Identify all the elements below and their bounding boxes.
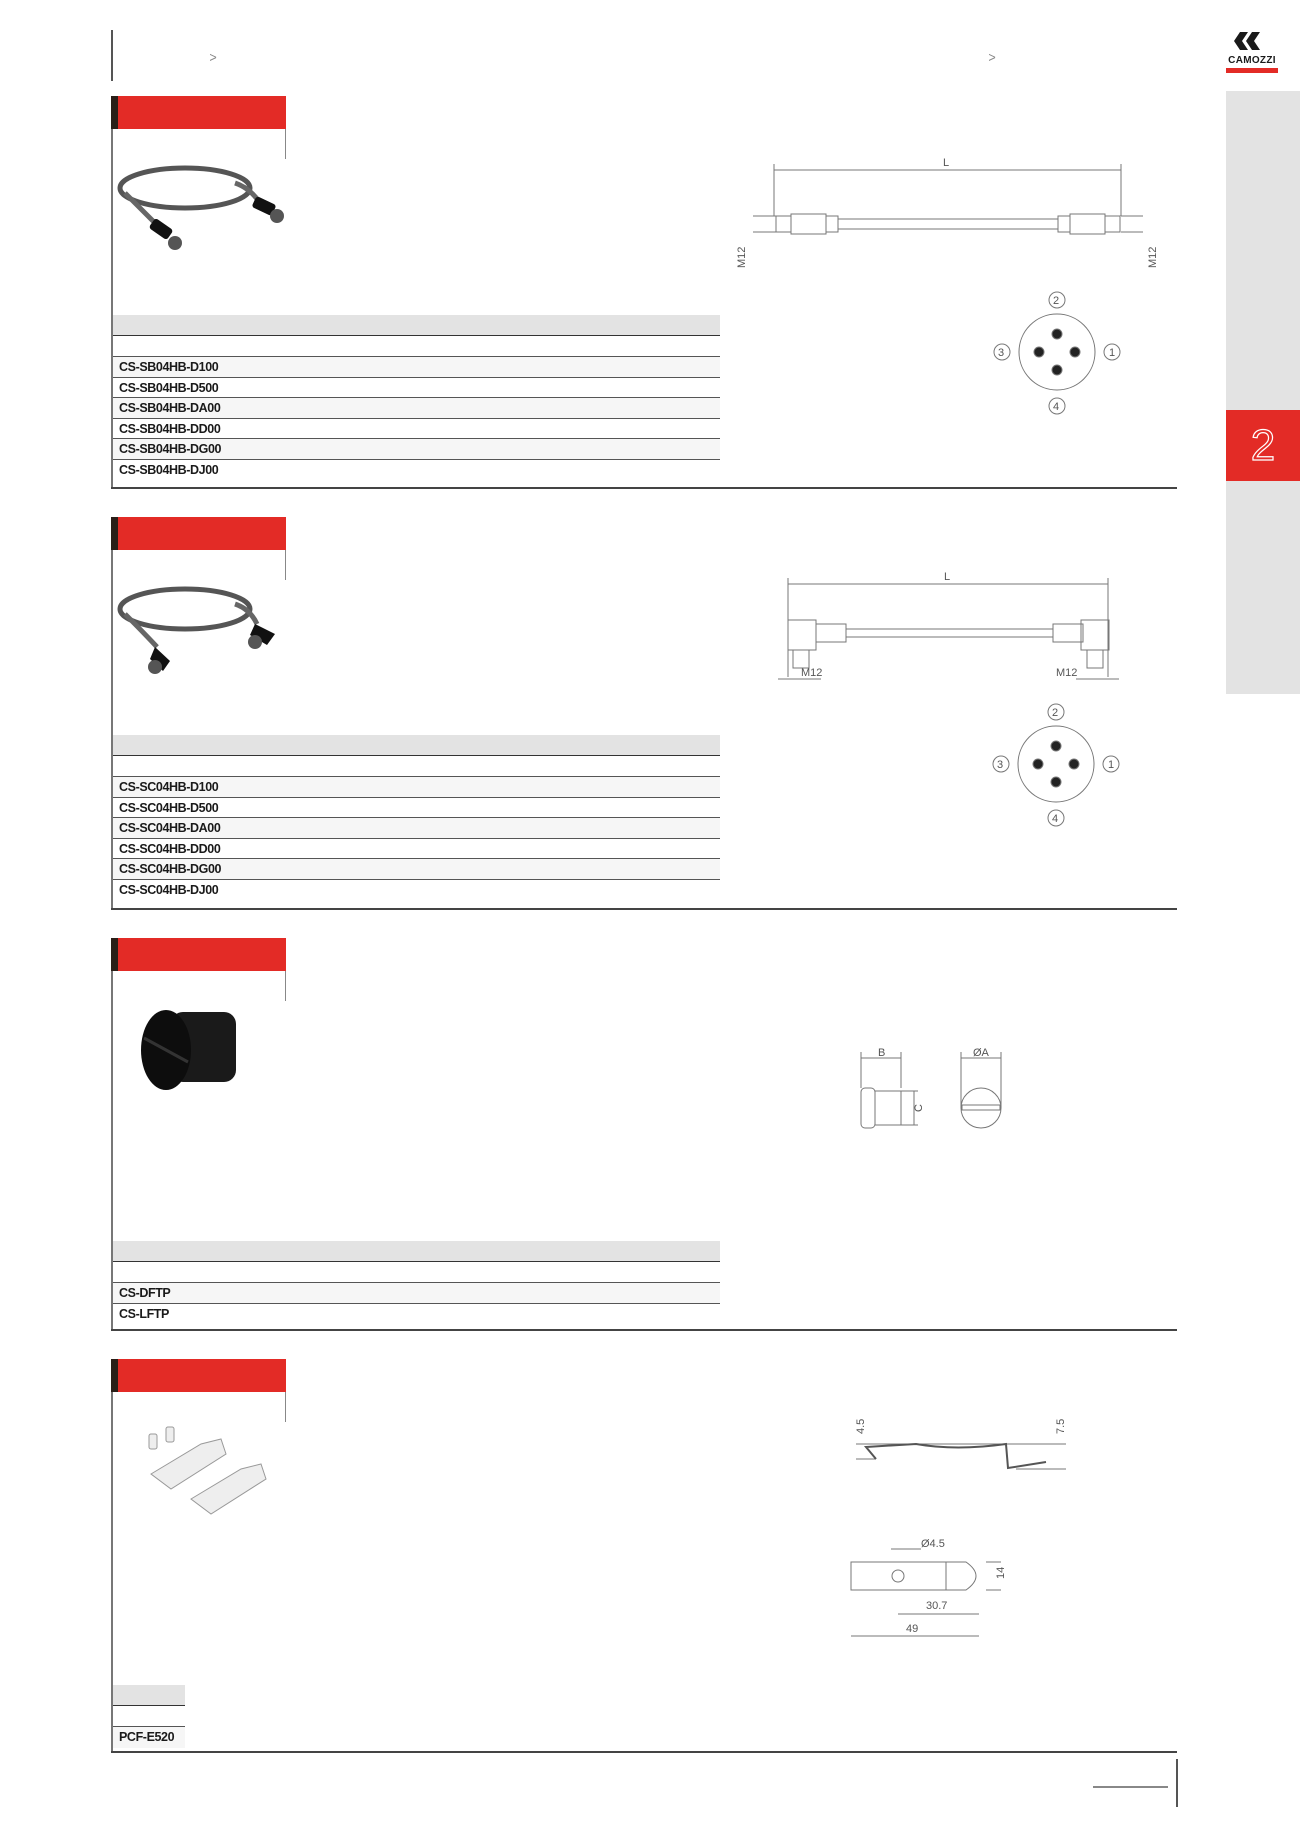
section-header-bar <box>111 96 286 129</box>
table-subheader <box>113 336 720 357</box>
plug-cap-drawing <box>846 1048 1046 1148</box>
logo-red-bar <box>1226 68 1278 73</box>
svg-text:M12: M12 <box>1056 667 1078 679</box>
breadcrumb-separator-left: > <box>209 49 217 65</box>
svg-text:ØA: ØA <box>973 1048 989 1059</box>
svg-text:Ø4.5: Ø4.5 <box>921 1538 945 1550</box>
logo-text: CAMOZZI <box>1228 55 1276 66</box>
table-row[interactable]: CS-SC04HB-D500 <box>113 798 720 819</box>
svg-text:3: 3 <box>998 347 1005 359</box>
svg-text:4: 4 <box>1052 813 1059 825</box>
table-row[interactable]: CS-SB04HB-DA00 <box>113 398 720 419</box>
angled-m12-cable-photo <box>115 579 290 679</box>
footer-rule <box>1093 1786 1168 1788</box>
svg-text:L: L <box>943 157 950 169</box>
product-table <box>113 1241 720 1324</box>
header-divider <box>111 30 113 81</box>
din-rail-clip-photo <box>131 1419 281 1519</box>
section-header-bar <box>111 1359 286 1392</box>
table-row[interactable]: CS-LFTP <box>119 1306 169 1321</box>
din-clip-drawing <box>836 1404 1096 1684</box>
product-table <box>113 735 720 900</box>
svg-text:C: C <box>913 1104 925 1112</box>
section-angled-cable <box>111 517 1177 909</box>
svg-text:30.7: 30.7 <box>926 1600 948 1612</box>
svg-text:2: 2 <box>1052 707 1059 719</box>
svg-text:L: L <box>944 572 951 583</box>
table-header <box>113 315 720 336</box>
footer-divider <box>1176 1759 1178 1807</box>
svg-text:4: 4 <box>1053 401 1060 413</box>
straight-m12-cable-photo <box>115 158 290 258</box>
section-bottom-rule <box>111 487 1177 489</box>
svg-text:M12: M12 <box>801 667 823 679</box>
table-row[interactable]: CS-SB04HB-DJ00 <box>119 462 219 477</box>
table-row[interactable]: CS-SB04HB-DG00 <box>113 439 720 460</box>
table-row[interactable]: CS-SC04HB-DD00 <box>113 839 720 860</box>
table-row[interactable]: CS-SB04HB-DD00 <box>113 419 720 440</box>
table-row[interactable]: PCF-E520 <box>113 1727 185 1748</box>
straight-cable-drawing <box>731 156 1171 456</box>
chapter-number: 2 <box>1250 420 1276 470</box>
chapter-tab-active[interactable] <box>1226 410 1300 481</box>
svg-text:7.5: 7.5 <box>1055 1418 1067 1434</box>
camozzi-logo[interactable] <box>1222 28 1282 76</box>
chapter-tab-strip <box>1226 91 1300 694</box>
camozzi-ck-logo-icon <box>1222 28 1282 56</box>
svg-text:3: 3 <box>997 759 1004 771</box>
table-row[interactable]: CS-SC04HB-D100 <box>113 777 720 798</box>
section-straight-cable <box>111 96 1177 488</box>
section-header-bar <box>111 938 286 971</box>
section-header-bar <box>111 517 286 550</box>
table-row[interactable]: CS-DFTP <box>113 1283 720 1304</box>
svg-text:M12: M12 <box>1147 246 1159 268</box>
header-right-rule <box>285 129 286 159</box>
svg-text:1: 1 <box>1109 347 1116 359</box>
table-body <box>113 357 720 480</box>
black-plug-cap-photo <box>136 1000 246 1100</box>
svg-text:2: 2 <box>1053 295 1060 307</box>
svg-text:4.5: 4.5 <box>855 1418 867 1434</box>
svg-text:M12: M12 <box>736 246 748 268</box>
table-row[interactable]: CS-SC04HB-DA00 <box>113 818 720 839</box>
svg-text:14: 14 <box>995 1566 1007 1579</box>
table-row[interactable]: CS-SC04HB-DG00 <box>113 859 720 880</box>
svg-text:49: 49 <box>906 1623 919 1635</box>
section-plug-cap <box>111 938 1177 1330</box>
breadcrumb-separator-right: > <box>988 49 996 65</box>
product-table <box>113 315 720 480</box>
product-table <box>113 1685 185 1748</box>
section-din-clip <box>111 1359 1177 1752</box>
table-row[interactable]: CS-SC04HB-DJ00 <box>119 882 219 897</box>
svg-text:1: 1 <box>1108 759 1115 771</box>
table-row[interactable]: CS-SB04HB-D500 <box>113 378 720 399</box>
angled-cable-drawing <box>761 572 1141 882</box>
svg-text:B: B <box>878 1048 886 1059</box>
table-row[interactable]: CS-SB04HB-D100 <box>113 357 720 378</box>
